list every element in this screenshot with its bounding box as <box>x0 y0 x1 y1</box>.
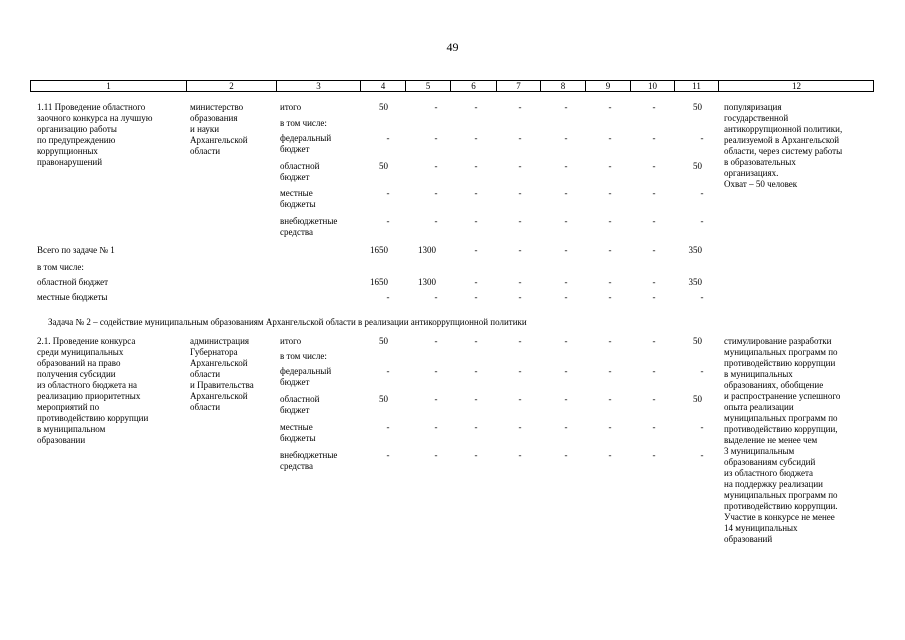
expected-result-line: на поддержку реализации <box>724 479 823 489</box>
funding-value: - <box>700 133 704 143</box>
total-row-value: - <box>608 277 612 287</box>
funding-value: - <box>434 133 438 143</box>
funding-value: - <box>386 133 390 143</box>
total-row-value: - <box>518 245 522 255</box>
funding-value: 50 <box>379 161 388 171</box>
total-row-value: - <box>564 292 568 302</box>
funding-value: - <box>608 216 612 226</box>
executor-line: администрация <box>190 336 250 346</box>
total-row-value: 1650 <box>370 277 388 287</box>
header-cell-10: 10 <box>631 81 675 91</box>
funding-source-label: федеральный <box>280 366 332 376</box>
expected-result-line: образованиям субсидий <box>724 457 816 467</box>
total-row-value: - <box>474 245 478 255</box>
funding-value: - <box>434 366 438 376</box>
funding-value: 50 <box>693 336 702 346</box>
measure-name-line: получения субсидии <box>37 369 116 379</box>
funding-value: - <box>474 133 478 143</box>
funding-value: - <box>564 216 568 226</box>
total-row-value: - <box>518 277 522 287</box>
funding-value: - <box>474 188 478 198</box>
funding-source-label: федеральный <box>280 133 332 143</box>
funding-source-label: внебюджетные <box>280 216 338 226</box>
funding-value: - <box>518 161 522 171</box>
expected-result-line: организациях. <box>724 168 779 178</box>
total-row-value: - <box>652 292 656 302</box>
funding-source-label: в том числе: <box>280 118 327 128</box>
expected-result-line: в образовательных <box>724 157 796 167</box>
funding-source-label: бюджет <box>280 172 310 182</box>
expected-result-line: муниципальных программ по <box>724 490 838 500</box>
total-row-label: в том числе: <box>37 262 84 272</box>
executor-line: области <box>190 402 221 412</box>
funding-value: - <box>434 450 438 460</box>
funding-value: - <box>608 366 612 376</box>
total-row-value: - <box>608 292 612 302</box>
header-cell-1: 1 <box>31 81 187 91</box>
header-cell-11: 11 <box>675 81 719 91</box>
funding-value: - <box>474 450 478 460</box>
funding-value: - <box>564 133 568 143</box>
expected-result-line: муниципальных программ по <box>724 413 838 423</box>
executor-line: образования <box>190 113 238 123</box>
expected-result-line: и распространение успешного <box>724 391 841 401</box>
funding-value: - <box>608 161 612 171</box>
funding-source-label: итого <box>280 102 302 112</box>
funding-value: - <box>652 102 656 112</box>
funding-value: - <box>700 450 704 460</box>
funding-value: 50 <box>379 336 388 346</box>
funding-value: - <box>386 216 390 226</box>
total-row-value: 350 <box>688 277 702 287</box>
funding-value: - <box>518 133 522 143</box>
funding-value: - <box>518 216 522 226</box>
funding-source-label: бюджеты <box>280 199 316 209</box>
expected-result-line: области, через систему работы <box>724 146 843 156</box>
funding-value: - <box>652 133 656 143</box>
funding-value: - <box>474 102 478 112</box>
funding-value: - <box>564 366 568 376</box>
funding-source-label: областной <box>280 394 320 404</box>
funding-value: - <box>700 216 704 226</box>
expected-result-line: образований <box>724 534 773 544</box>
funding-value: - <box>518 336 522 346</box>
funding-value: - <box>652 394 656 404</box>
funding-value: - <box>608 102 612 112</box>
total-row-value: 350 <box>688 245 702 255</box>
task-2-title: Задача № 2 – содействие муниципальным образованиям Архангельской области в реализации антикоррупционной политики <box>48 317 527 327</box>
expected-result-line: 3 муниципальным <box>724 446 795 456</box>
funding-value: - <box>518 450 522 460</box>
funding-value: - <box>474 161 478 171</box>
funding-source-label: местные <box>280 422 313 432</box>
executor-line: области <box>190 369 221 379</box>
funding-value: - <box>652 161 656 171</box>
funding-value: - <box>434 394 438 404</box>
measure-name-line: 1.11 Проведение областного <box>37 102 146 112</box>
funding-source-label: в том числе: <box>280 351 327 361</box>
header-cell-8: 8 <box>541 81 586 91</box>
funding-value: - <box>434 336 438 346</box>
expected-result-line: антикоррупционной политики, <box>724 124 843 134</box>
total-row-value: 1300 <box>418 245 436 255</box>
page-number: 49 <box>446 40 459 54</box>
funding-value: - <box>386 366 390 376</box>
total-row-value: - <box>608 245 612 255</box>
funding-value: - <box>652 366 656 376</box>
funding-source-label: местные <box>280 188 313 198</box>
total-row-value: - <box>564 245 568 255</box>
funding-value: - <box>434 161 438 171</box>
executor-line: министерство <box>190 102 244 112</box>
executor-line: Архангельской <box>190 358 248 368</box>
total-row-value: - <box>518 292 522 302</box>
funding-value: 50 <box>693 161 702 171</box>
measure-name-line: правонарушений <box>37 157 103 167</box>
funding-value: - <box>564 188 568 198</box>
funding-value: - <box>564 394 568 404</box>
funding-value: - <box>652 336 656 346</box>
expected-result-line: из областного бюджета <box>724 468 813 478</box>
funding-value: - <box>700 188 704 198</box>
expected-result-line: противодействию коррупции. <box>724 501 838 511</box>
measure-name-line: мероприятий по <box>37 402 100 412</box>
funding-value: - <box>564 422 568 432</box>
header-cell-7: 7 <box>497 81 541 91</box>
funding-value: - <box>608 336 612 346</box>
expected-result-line: опыта реализации <box>724 402 794 412</box>
executor-line: Архангельской <box>190 391 248 401</box>
measure-name-line: организацию работы <box>37 124 117 134</box>
funding-source-label: средства <box>280 227 314 237</box>
funding-value: - <box>434 216 438 226</box>
funding-value: - <box>434 102 438 112</box>
funding-source-label: средства <box>280 461 314 471</box>
measure-name-line: в муниципальном <box>37 424 106 434</box>
total-row-value: - <box>652 277 656 287</box>
funding-value: - <box>474 336 478 346</box>
total-row-value: - <box>474 277 478 287</box>
funding-value: - <box>474 394 478 404</box>
header-cell-12: 12 <box>792 81 801 91</box>
funding-source-label: бюджеты <box>280 433 316 443</box>
funding-source-label: итого <box>280 336 302 346</box>
expected-result-line: Участие в конкурсе не менее <box>724 512 835 522</box>
funding-value: - <box>518 188 522 198</box>
expected-result-line: в муниципальных <box>724 369 793 379</box>
funding-value: - <box>608 188 612 198</box>
measure-name-line: противодействию коррупции <box>37 413 149 423</box>
funding-value: - <box>608 133 612 143</box>
executor-line: и Правительства <box>190 380 254 390</box>
funding-value: - <box>518 102 522 112</box>
expected-result-line: государственной <box>724 113 789 123</box>
funding-value: - <box>474 422 478 432</box>
expected-result-line: реализуемой в Архангельской <box>724 135 840 145</box>
funding-value: 50 <box>693 102 702 112</box>
funding-value: - <box>518 394 522 404</box>
funding-value: - <box>652 188 656 198</box>
measure-name-line: 2.1. Проведение конкурса <box>37 336 136 346</box>
funding-value: - <box>386 450 390 460</box>
total-row-label: Всего по задаче № 1 <box>37 245 115 255</box>
total-row-value: - <box>386 292 390 302</box>
funding-source-label: областной <box>280 161 320 171</box>
expected-result-line: стимулирование разработки <box>724 336 832 346</box>
funding-value: - <box>564 161 568 171</box>
funding-value: 50 <box>693 394 702 404</box>
funding-value: - <box>652 216 656 226</box>
measure-name-line: заочного конкурса на лучшую <box>37 113 153 123</box>
funding-value: - <box>700 422 704 432</box>
funding-source-label: внебюджетные <box>280 450 338 460</box>
funding-value: - <box>474 366 478 376</box>
executor-line: области <box>190 146 221 156</box>
total-row-value: - <box>434 292 438 302</box>
funding-value: - <box>386 422 390 432</box>
funding-value: - <box>518 422 522 432</box>
table-header-row <box>30 80 874 92</box>
expected-result-line: популяризация <box>724 102 782 112</box>
total-row-value: - <box>474 292 478 302</box>
measure-name-line: из областного бюджета на <box>37 380 138 390</box>
funding-value: - <box>564 336 568 346</box>
funding-value: - <box>608 450 612 460</box>
measure-name-line: коррупционных <box>37 146 98 156</box>
executor-line: Архангельской <box>190 135 248 145</box>
expected-result-line: Охват – 50 человек <box>724 179 798 189</box>
funding-source-label: бюджет <box>280 144 310 154</box>
total-row-label: областной бюджет <box>37 277 109 287</box>
total-row-value: - <box>652 245 656 255</box>
expected-result-line: 14 муниципальных <box>724 523 798 533</box>
funding-source-label: бюджет <box>280 377 310 387</box>
measure-name-line: среди муниципальных <box>37 347 124 357</box>
expected-result-line: выделение не менее чем <box>724 435 818 445</box>
funding-value: 50 <box>379 394 388 404</box>
total-row-value: - <box>700 292 704 302</box>
expected-result-line: противодействию коррупции <box>724 358 836 368</box>
header-cell-3: 3 <box>277 81 361 91</box>
total-row-value: 1300 <box>418 277 436 287</box>
funding-value: - <box>564 102 568 112</box>
header-cell-2: 2 <box>187 81 277 91</box>
total-row-value: - <box>564 277 568 287</box>
funding-value: - <box>608 394 612 404</box>
measure-name-line: реализацию приоритетных <box>37 391 141 401</box>
funding-value: - <box>434 188 438 198</box>
expected-result-line: муниципальных программ по <box>724 347 838 357</box>
expected-result-line: образованиях, обобщение <box>724 380 824 390</box>
funding-value: - <box>700 366 704 376</box>
measure-name-line: по предупреждению <box>37 135 116 145</box>
funding-value: - <box>564 450 568 460</box>
funding-value: - <box>652 450 656 460</box>
funding-value: - <box>386 188 390 198</box>
header-cell-6: 6 <box>451 81 497 91</box>
header-cell-4: 4 <box>361 81 406 91</box>
total-row-label: местные бюджеты <box>37 292 108 302</box>
funding-value: - <box>518 366 522 376</box>
funding-value: - <box>474 216 478 226</box>
header-cell-9: 9 <box>586 81 631 91</box>
funding-value: - <box>652 422 656 432</box>
funding-source-label: бюджет <box>280 405 310 415</box>
measure-name-line: образований на право <box>37 358 121 368</box>
executor-line: и науки <box>190 124 220 134</box>
executor-line: Губернатора <box>190 347 238 357</box>
expected-result-line: противодействию коррупции, <box>724 424 838 434</box>
funding-value: 50 <box>379 102 388 112</box>
funding-value: - <box>434 422 438 432</box>
total-row-value: 1650 <box>370 245 388 255</box>
header-cell-5: 5 <box>406 81 451 91</box>
funding-value: - <box>608 422 612 432</box>
measure-name-line: образовании <box>37 435 86 445</box>
